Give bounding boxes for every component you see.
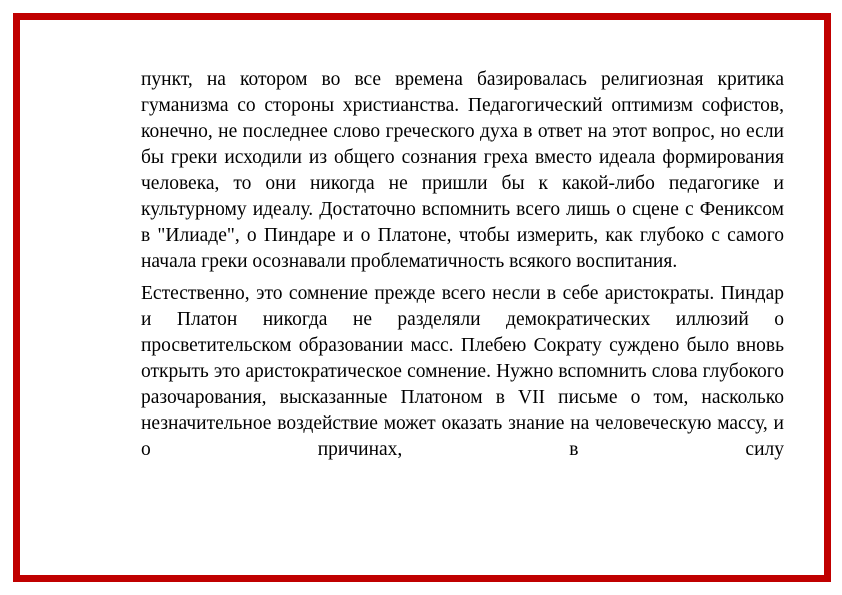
paragraph-1: пункт, на котором во все времена базировалась религиозная критика гуманизма со стороны христианства. Педагогический оптимизм софистов, конечно, не последнее слово греческого духа в ответ на этот вопрос, но если бы греки исходили из общего сознания греха вместо идеала формирования человека, то они никогда не пришли бы к какой-либо педагогике и культурному идеалу. Достаточно вспомнить всего лишь о сцене с Фениксом в "Илиаде", о Пиндаре и о Платоне, чтобы измерить, как глубоко с самого начала греки осознавали проблематичность всякого воспитания. [141, 69, 784, 272]
slide-frame [13, 13, 831, 582]
text-body [141, 67, 784, 463]
paragraph-2: Естественно, это сомнение прежде всего несли в себе аристократы. Пиндар и Платон никогда не разделяли демократических иллюзий о просветительском образовании масс. Плебею Сократу суждено было вновь открыть это аристократическое сомнение. Нужно вспомнить слова глубокого разочарования, высказанные Платоном в VII письме о том, насколько незначительное воздействие может оказать знание на человеческую массу, и о причинах, в силу [141, 283, 784, 460]
